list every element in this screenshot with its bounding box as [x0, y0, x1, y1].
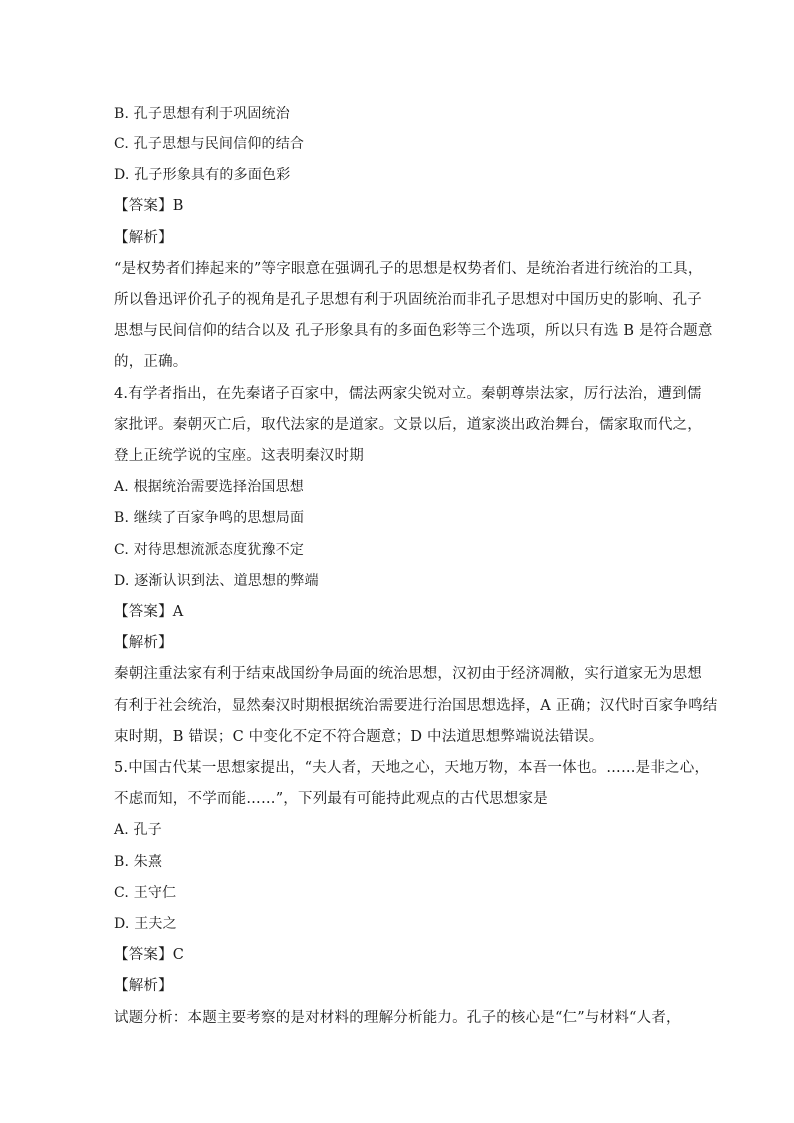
- option-d: D. 逐渐认识到法、道思想的弊端: [114, 573, 319, 589]
- option-c: C. 孔子思想与民间信仰的结合: [114, 136, 305, 152]
- question-text: 5.中国古代某一思想家提出，“夫人者，天地之心，天地万物，本吾一体也。……是非之心，: [114, 760, 710, 776]
- analysis-label: 【解析】: [114, 230, 173, 246]
- option-a: A. 孔子: [114, 822, 163, 838]
- option-c: C. 王守仁: [114, 885, 177, 901]
- analysis-text: “是权势者们捧起来的”等字眼意在强调孔子的思想是权势者们、是统治者进行统治的工具，: [114, 261, 703, 277]
- answer-label: 【答案】B: [114, 198, 184, 214]
- analysis-text: 所以鲁迅评价孔子的视角是孔子思想有利于巩固统治而非孔子思想对中国历史的影响、孔子: [114, 292, 702, 308]
- option-b: B. 孔子思想有利于巩固统治: [114, 106, 290, 122]
- question-text: 不虑而知，不学而能……”，下列最有可能持此观点的古代思想家是: [114, 791, 548, 807]
- option-d: D. 王夫之: [114, 916, 177, 932]
- analysis-text: 有利于社会统治，显然秦汉时期根据统治需要进行治国思想选择，A 正确；汉代时百家争鸣结: [114, 698, 718, 714]
- analysis-label: 【解析】: [114, 978, 173, 994]
- option-b: B. 朱熹: [114, 854, 163, 870]
- question-text: 登上正统学说的宝座。这表明秦汉时期: [114, 448, 364, 464]
- option-a: A. 根据统治需要选择治国思想: [114, 479, 305, 495]
- question-text: 家批评。秦朝灭亡后，取代法家的是道家。文景以后，道家淡出政治舞台，儒家取而代之，: [114, 417, 702, 433]
- option-b: B. 继续了百家争鸣的思想局面: [114, 510, 305, 526]
- analysis-label: 【解析】: [114, 635, 173, 651]
- analysis-text: 束时期，B 错误；C 中变化不定不符合题意；D 中法道思想弊端说法错误。: [114, 729, 604, 745]
- answer-label: 【答案】C: [114, 947, 185, 963]
- question-text: 4.有学者指出，在先秦诸子百家中，儒法两家尖锐对立。秦朝尊崇法家，厉行法治，遭到儒: [114, 386, 702, 402]
- option-c: C. 对待思想流派态度犹豫不定: [114, 542, 305, 558]
- analysis-text: 的，正确。: [114, 354, 188, 370]
- analysis-text: 试题分析：本题主要考察的是对材料的理解分析能力。孔子的核心是“仁”与材料“人者，: [114, 1010, 681, 1026]
- answer-label: 【答案】A: [114, 604, 184, 620]
- option-d: D. 孔子形象具有的多面色彩: [114, 167, 291, 183]
- analysis-text: 思想与民间信仰的结合以及 孔子形象具有的多面色彩等三个选项，所以只有选 B 是符合题意: [114, 323, 713, 339]
- analysis-text: 秦朝注重法家有利于结束战国纷争局面的统治思想，汉初由于经济凋敝，实行道家无为思想: [114, 666, 702, 682]
